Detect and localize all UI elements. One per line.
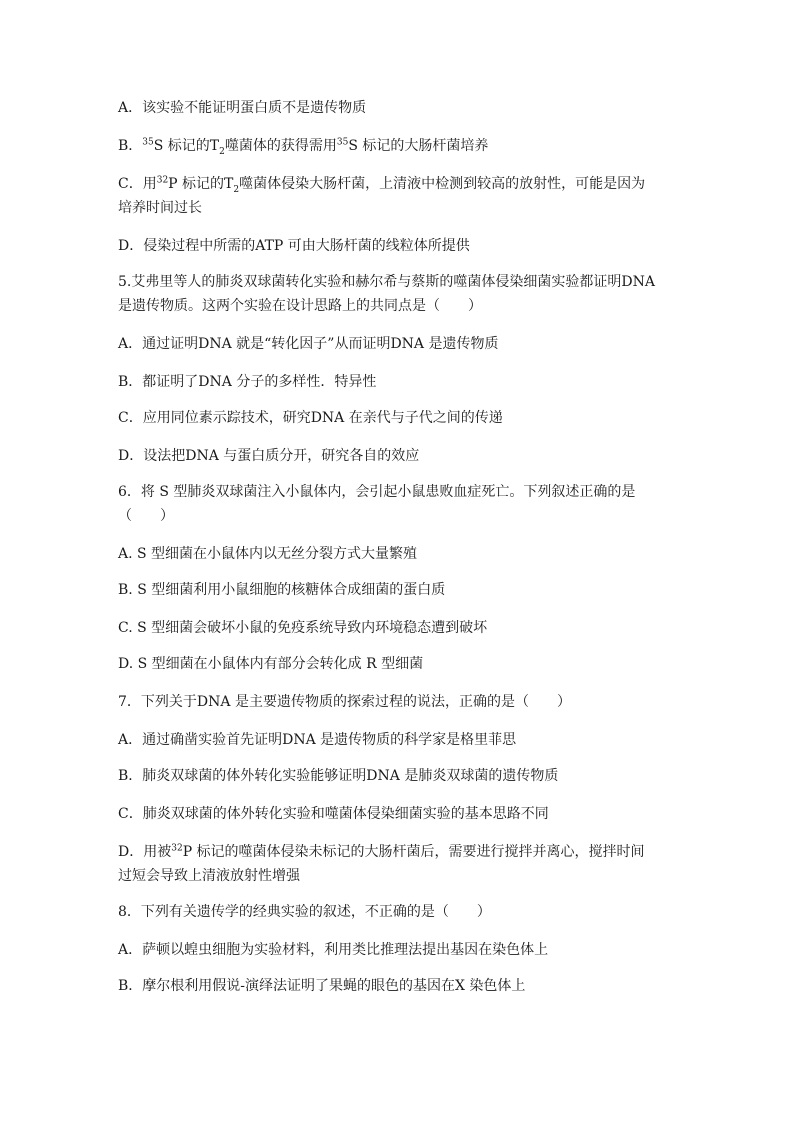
q4-option-c: C．用$^{32}$P 标记的$T_2$噬菌体侵染大肠杆菌，上清液中检测到较高的放射性，可能是因为 — [118, 175, 646, 195]
q5-option-c: C．应用同位素示踪技术，研究DNA 在亲代与子代之间的传递 — [118, 410, 503, 426]
q5-stem: 5.艾弗里等人的肺炎双球菌转化实验和赫尔希与蔡斯的噬菌体侵染细菌实验都证明DNA — [118, 274, 655, 290]
q8-stem: 8．下列有关遗传学的经典实验的叙述，不正确的是（ ） — [118, 904, 491, 920]
q8-option-b: B．摩尔根利用假说-演绎法证明了果蝇的眼色的基因在X 染色体上 — [118, 978, 526, 994]
q7-option-a: A．通过确凿实验首先证明DNA 是遗传物质的科学家是格里菲思 — [118, 732, 517, 748]
q7-option-d-line2: 过短会导致上清液放射性增强 — [118, 868, 300, 884]
q4-option-b: B．$^{35}$S 标记的$T_2$噬菌体的获得需用$^{35}$S 标记的大肠杆菌培养 — [118, 137, 489, 157]
q4-option-c-line2: 培养时间过长 — [118, 200, 202, 216]
q5-option-d: D．设法把DNA 与蛋白质分开，研究各自的效应 — [118, 448, 420, 464]
q6-stem: 6．将 S 型肺炎双球菌注入小鼠体内，会引起小鼠患败血症死亡。下列叙述正确的是 — [118, 484, 636, 500]
q4-option-a: A．该实验不能证明蛋白质不是遗传物质 — [118, 100, 367, 116]
q5-option-a: A．通过证明DNA 就是“转化因子”从而证明DNA 是遗传物质 — [118, 336, 499, 352]
q8-option-a: A．萨顿以蝗虫细胞为实验材料，利用类比推理法提出基因在染色体上 — [118, 942, 549, 958]
q7-option-d: D．用被$^{32}$P 标记的噬菌体侵染未标记的大肠杆菌后，需要进行搅拌并离心，搅拌时间 — [118, 843, 645, 860]
q6-option-b: B. S 型细菌利用小鼠细胞的核糖体合成细菌的蛋白质 — [118, 582, 446, 598]
q7-option-b: B．肺炎双球菌的体外转化实验能够证明DNA 是肺炎双球菌的遗传物质 — [118, 768, 559, 784]
q4-option-d: D．侵染过程中所需的ATP 可由大肠杆菌的线粒体所提供 — [118, 238, 470, 254]
q5-stem-line2: 是遗传物质。这两个实验在设计思路上的共同点是（ ） — [118, 298, 482, 314]
q6-option-a: A. S 型细菌在小鼠体内以无丝分裂方式大量繁殖 — [118, 546, 418, 562]
q6-stem-line2: （ ） — [118, 508, 174, 524]
q7-stem: 7．下列关于DNA 是主要遗传物质的探索过程的说法，正确的是（ ） — [118, 694, 571, 710]
q7-option-c: C．肺炎双球菌的体外转化实验和噬菌体侵染细菌实验的基本思路不同 — [118, 806, 549, 822]
q5-option-b: B．都证明了DNA 分子的多样性．特异性 — [118, 374, 377, 390]
q6-option-d: D. S 型细菌在小鼠体内有部分会转化成 R 型细菌 — [118, 656, 424, 672]
q6-option-c: C. S 型细菌会破坏小鼠的免疫系统导致内环境稳态遭到破坏 — [118, 620, 488, 636]
